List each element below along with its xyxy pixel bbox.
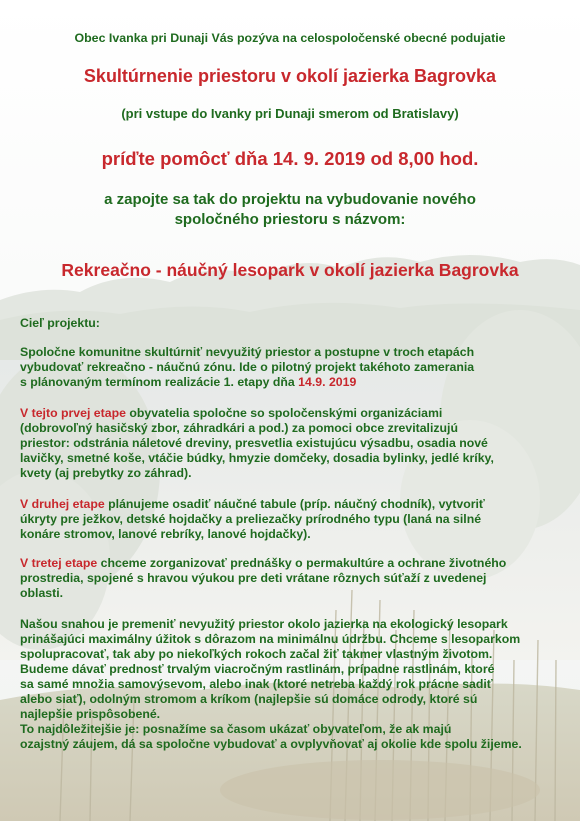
- event-title: Skultúrnenie priestoru v okolí jazierka Bagrovka: [83, 66, 497, 86]
- paragraph-stage-3: V tretej etape chceme zorganizovať prednášky o permakultúre a ochrane životného prostredia, spojené s hravou výukou pre deti vrátane rôznych súťaží z uvedenej oblasti.: [20, 556, 507, 600]
- project-name: Rekreačno - náučný lesopark v okolí jazierka Bagrovka: [61, 260, 519, 280]
- join-line-1: a zapojte sa tak do projektu na vybudovanie nového: [104, 191, 476, 208]
- paragraph-stage-2: V druhej etape plánujeme osadiť náučné tabule (príp. náučný chodník), vytvoriť úkryty pre ježkov, detské hojdačky a preliezačky prírodného typu (laná na silné konáre stromov, lanové rebríky, lanové hojdačky).: [20, 497, 485, 541]
- event-location: (pri vstupe do Ivanky pri Dunaji smerom od Bratislavy): [121, 106, 459, 121]
- stage-2-label: V druhej etape: [20, 497, 105, 511]
- paragraph-stage-1: V tejto prvej etape obyvatelia spoločne so spoločenskými organizáciami (dobrovoľný hasičský zbor, záhradkári a pod.) za pomoci obce zrevitalizujú priestor: odstránia náletové dreviny, presvetlia existujúcu výsadbu, osadia nové lavičky, smetné koše, vtáčie búdky, hmyzie domčeky, dosadia bylinky, jedlé kríky, kvety (aj prebytky zo záhrad).: [20, 406, 494, 480]
- paragraph-vision: Našou snahou je premeniť nevyužitý priestor okolo jazierka na ekologický lesopark prinášajúci maximálny úžitok s dôrazom na minimálnu údržbu. Chceme s lesoparkom spolupracovať, tak aby po niekoľkých rokoch začal žiť takmer vlastným životom. Budeme dávať prednosť trvalým viacročným rastlinám, prípadne rastlinám, ktoré sa samé množia samovýsevom, alebo inak (ktoré netreba každý rok prácne sadiť alebo siať), odolným stromom a kríkom (najlepšie sú domáce odrody, ktoré sú najlepšie prispôsobené. To najdôležitejšie je: posnažíme sa časom ukázať obyvateľom, že ak majú ozajstný záujem, dá sa spoločne vybudovať a ovplyvňovať aj okolie kde spolu žijeme.: [20, 617, 522, 751]
- stage-3-label: V tretej etape: [20, 556, 98, 570]
- event-date: príďte pomôcť dňa 14. 9. 2019 od 8,00 hod.: [101, 148, 479, 169]
- goal-heading: Cieľ projektu:: [20, 316, 100, 330]
- stage-1-label: V tejto prvej etape: [20, 406, 126, 420]
- paragraph-goal: Spoločne komunitne skultúrniť nevyužitý priestor a postupne v troch etapách vybudovať rekreačno - náučnú zónu. Ide o pilotný projekt takéhoto zamerania s plánovaným termínom realizácie 1. etapy dňa 14.9. 2019: [20, 345, 475, 389]
- invitation-line: Obec Ivanka pri Dunaji Vás pozýva na celospoločenské obecné podujatie: [74, 31, 506, 45]
- first-stage-date: 14.9. 2019: [298, 375, 357, 389]
- join-line-2: spoločného priestoru s názvom:: [174, 211, 406, 228]
